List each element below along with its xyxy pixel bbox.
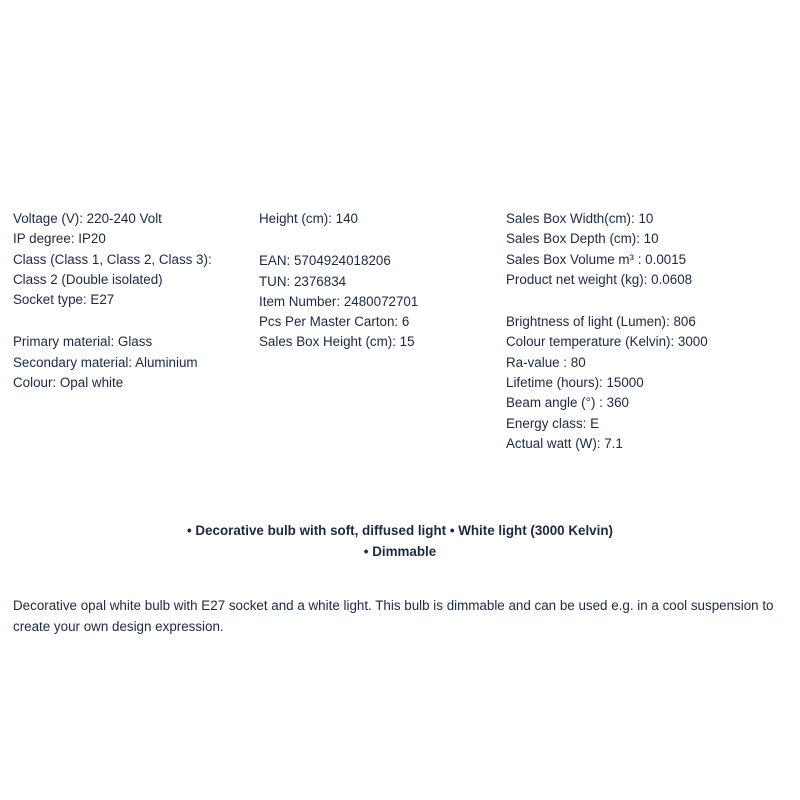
spec-energy-class: Energy class: E [506,415,600,431]
spec-column-electrical [13,209,248,393]
spec-net-weight: Product net weight (kg): 0.0608 [506,271,693,287]
spec-tun: TUN: 2376834 [259,273,347,289]
spec-height: Height (cm): 140 [259,211,358,226]
spec-voltage: Voltage (V): 220-240 Volt [13,211,162,226]
spec-sales-box-height: Sales Box Height (cm): 15 [259,334,415,350]
spec-brightness: Brightness of light (Lumen): 806 [506,314,696,330]
feature-highlights [0,520,800,562]
spec-ean: EAN: 5704924018206 [259,253,391,269]
spec-sales-box-width: Sales Box Width(cm): 10 [506,211,654,226]
spec-socket-type: Socket type: E27 [13,292,115,308]
spec-column-packaging-light [506,209,796,454]
description-line: create your own design expression. [13,619,224,634]
spec-class-label: Class (Class 1, Class 2, Class 3): [13,251,212,267]
feature-line: • Decorative bulb with soft, diffused light • White light (3000 Kelvin) [186,523,613,538]
spec-ra-value: Ra-value : 80 [506,354,586,370]
spec-secondary-material: Secondary material: Aluminium [13,354,198,370]
spec-beam-angle: Beam angle (°) : 360 [506,395,629,411]
spacer [506,290,796,312]
spec-ip-degree: IP degree: IP20 [13,231,106,247]
spec-colour: Colour: Opal white [13,375,124,391]
feature-line: • Dimmable [363,544,437,559]
spec-column-dimensions [259,209,499,353]
spec-colour-temperature: Colour temperature (Kelvin): 3000 [506,334,708,350]
spacer [259,229,499,251]
spec-primary-material: Primary material: Glass [13,334,153,350]
spacer [13,310,248,332]
spec-sales-box-volume: Sales Box Volume m³ : 0.0015 [506,251,687,267]
spec-item-number: Item Number: 2480072701 [259,293,419,309]
spec-sales-box-depth: Sales Box Depth (cm): 10 [506,231,659,247]
description-line: Decorative opal white bulb with E27 socket and a white light. This bulb is dimmable and can be used e.g. in a cool suspension to [13,598,774,613]
product-description [13,595,798,637]
spec-lifetime: Lifetime (hours): 15000 [506,375,644,391]
spec-pcs-per-carton: Pcs Per Master Carton: 6 [259,314,410,330]
spec-class-value: Class 2 (Double isolated) [13,271,163,287]
spec-actual-watt: Actual watt (W): 7.1 [506,435,623,451]
